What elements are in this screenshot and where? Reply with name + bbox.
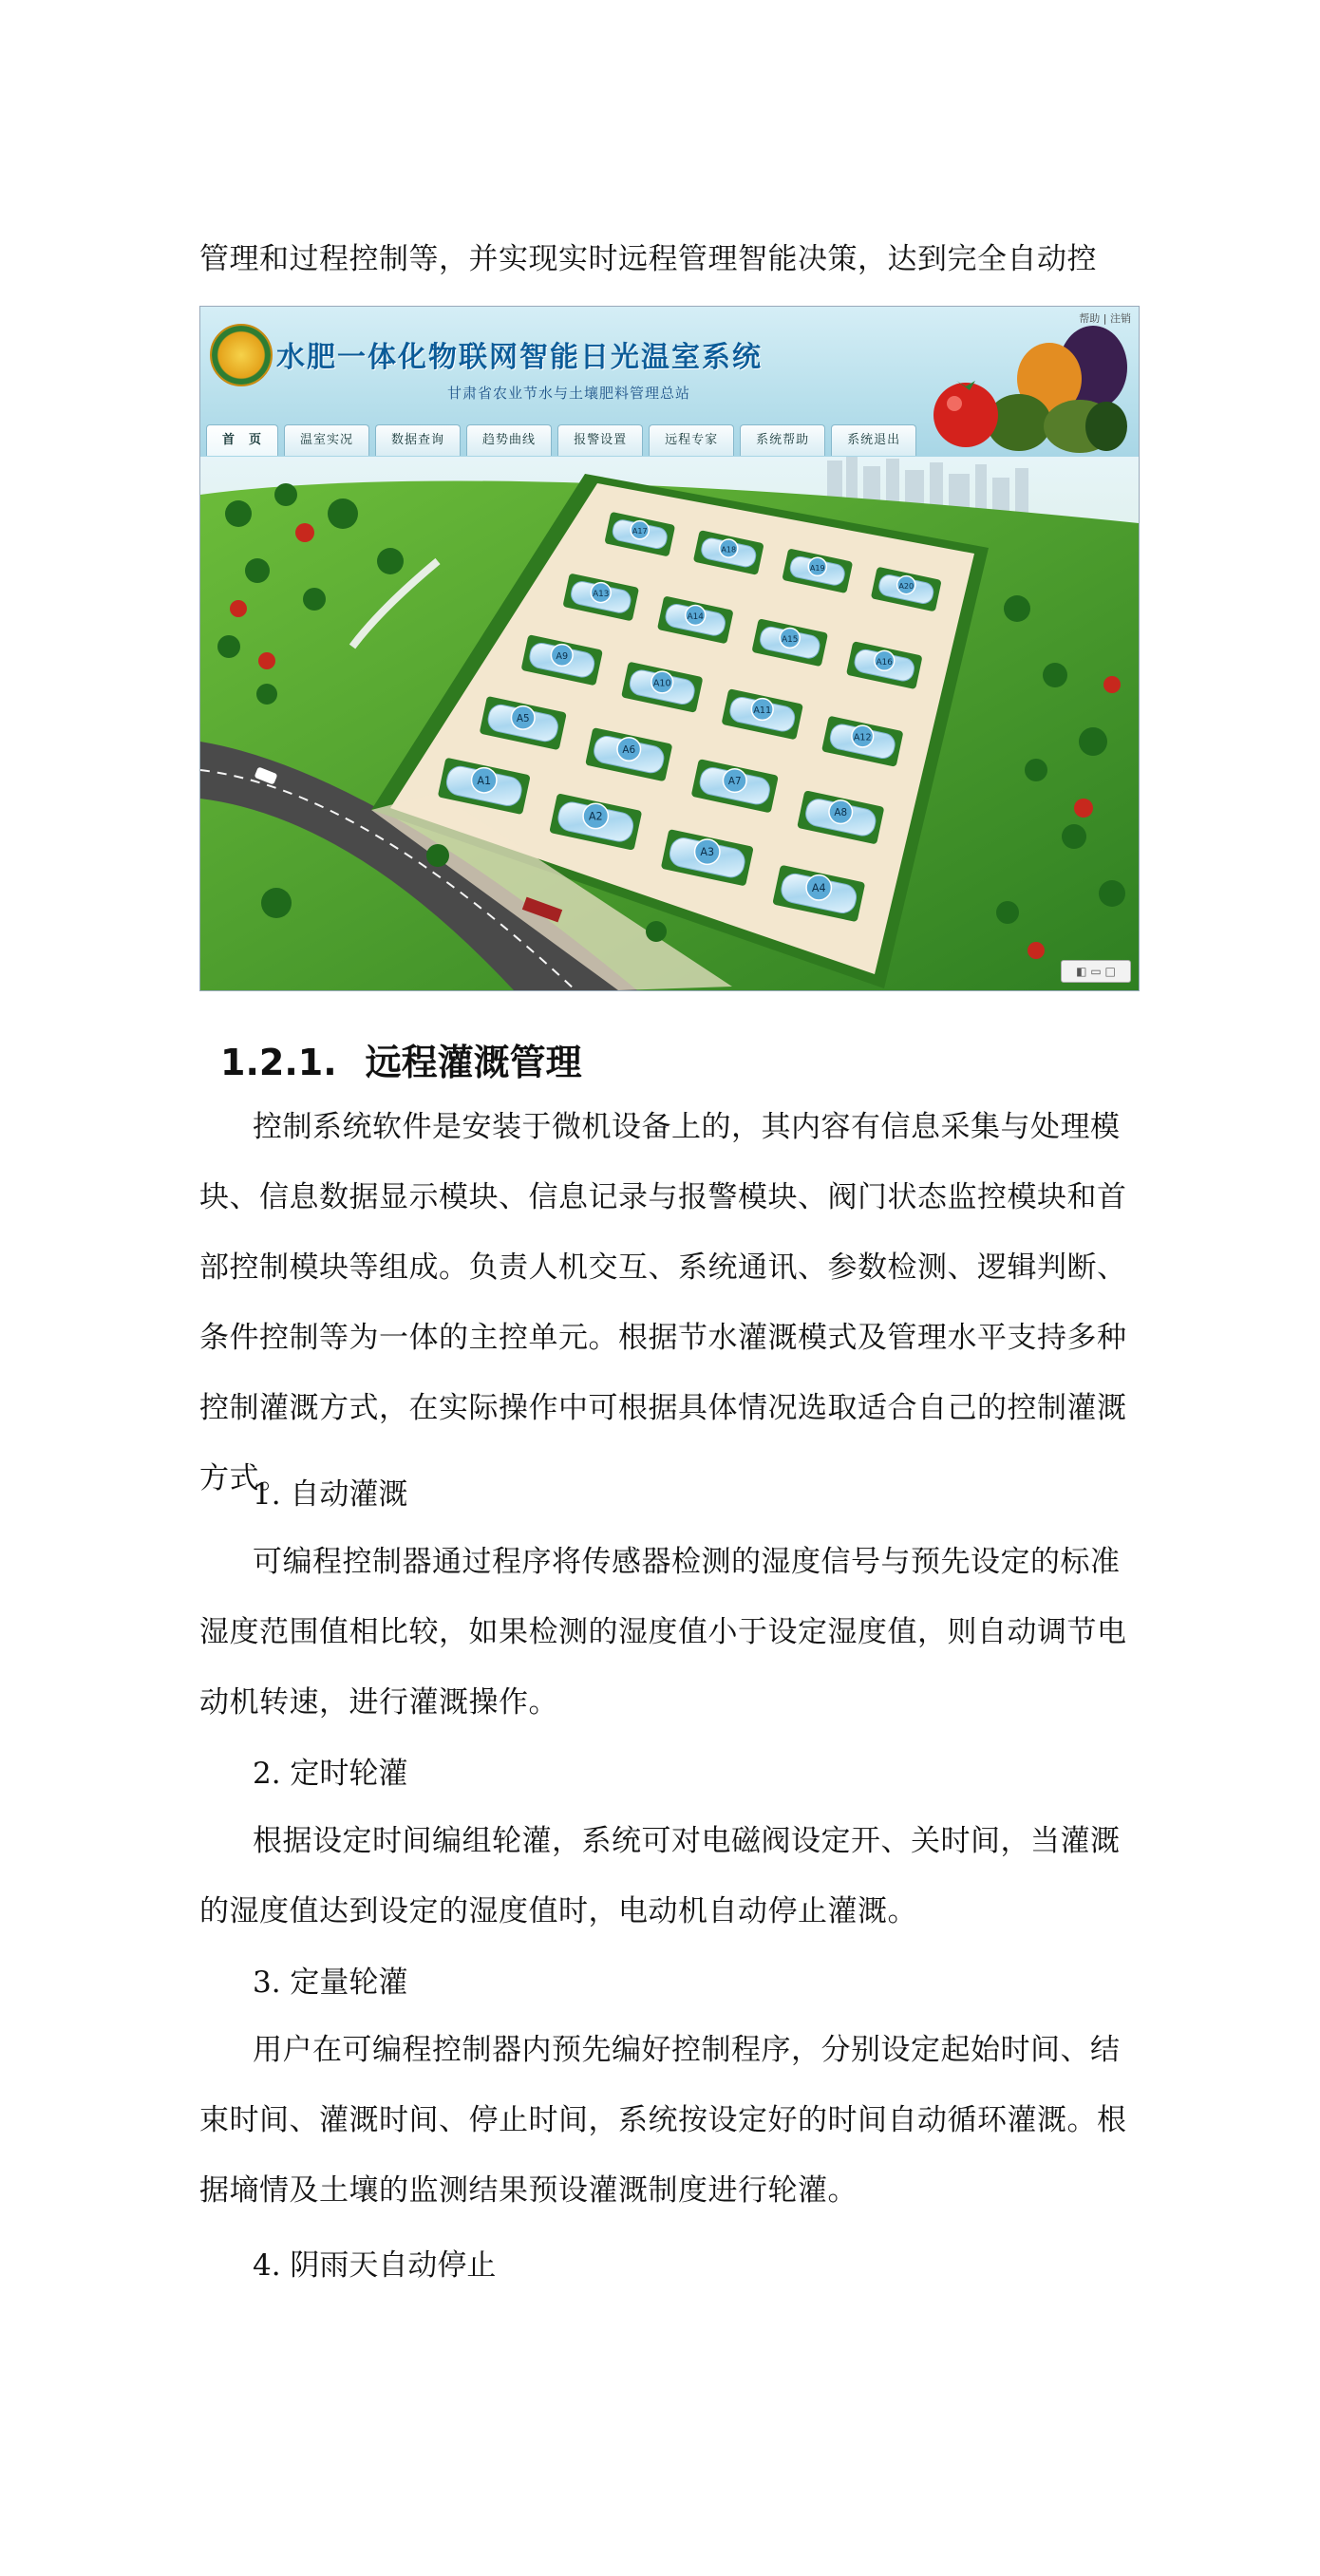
svg-text:A13: A13 bbox=[593, 590, 610, 600]
section-title: 远程灌溉管理 bbox=[365, 1042, 582, 1083]
paragraph-1: 控制系统软件是安装于微机设备上的，其内容有信息采集与处理模块、信息数据显示模块、信息记录与报警模块、阀门状态监控模块和首部控制模块等组成。负责人机交互、系统通讯、参数检测、逻辑判断、条件控制等为一体的主控单元。根据节水灌溉模式及管理水平支持多种控制灌溉方式，在实际操作中可根据具体情况选取适合自己的控制灌溉方式。 bbox=[199, 1110, 1127, 1495]
greenhouse-label-a11 bbox=[751, 699, 773, 721]
greenhouse-label-a16 bbox=[875, 650, 895, 670]
greenhouse-label-a13 bbox=[591, 583, 611, 603]
list-item-1-label: 1. 自动灌溉 bbox=[253, 1477, 408, 1512]
tab-system-help[interactable]: 系统帮助 bbox=[740, 424, 825, 456]
greenhouse-label-a2 bbox=[583, 803, 608, 828]
svg-text:A7: A7 bbox=[727, 776, 742, 788]
greenhouse-label-a5 bbox=[511, 706, 535, 730]
app-title: 水肥一体化物联网智能日光温室系统 bbox=[276, 341, 763, 374]
greenhouse-map bbox=[200, 457, 1139, 990]
greenhouse-system-screenshot bbox=[199, 306, 1140, 991]
tab-trend-curve[interactable]: 趋势曲线 bbox=[466, 424, 552, 456]
window-controls[interactable]: 帮助 | 注销 bbox=[1079, 312, 1131, 325]
svg-text:A8: A8 bbox=[834, 807, 848, 819]
tab-home[interactable]: 首 页 bbox=[206, 424, 278, 456]
svg-text:A17: A17 bbox=[632, 526, 648, 536]
tab-remote-expert[interactable]: 远程专家 bbox=[649, 424, 734, 456]
svg-text:A5: A5 bbox=[516, 712, 530, 724]
tab-alarm-settings[interactable]: 报警设置 bbox=[557, 424, 643, 456]
greenhouse-label-a14 bbox=[686, 606, 706, 626]
tab-data-query[interactable]: 数据查询 bbox=[375, 424, 461, 456]
tab-greenhouse-status[interactable]: 温室实况 bbox=[284, 424, 369, 456]
greenhouse-label-a15 bbox=[780, 628, 800, 648]
svg-text:A10: A10 bbox=[652, 678, 671, 689]
greenhouse-label-a19 bbox=[808, 557, 826, 575]
svg-text:A1: A1 bbox=[477, 774, 492, 787]
zoom-control[interactable]: ◧ ▭ □ bbox=[1061, 960, 1131, 983]
svg-text:A2: A2 bbox=[588, 810, 603, 823]
vegetables-image bbox=[907, 322, 1133, 453]
svg-text:A15: A15 bbox=[782, 634, 799, 645]
svg-text:A16: A16 bbox=[876, 657, 893, 668]
svg-text:A11: A11 bbox=[753, 705, 772, 716]
greenhouse-label-a6 bbox=[617, 738, 641, 762]
svg-text:A20: A20 bbox=[898, 581, 915, 592]
greenhouse-label-a12 bbox=[852, 725, 874, 747]
list-item-4-label: 4. 阴雨天自动停止 bbox=[253, 2248, 497, 2283]
svg-text:A14: A14 bbox=[687, 612, 704, 623]
svg-text:A6: A6 bbox=[622, 743, 636, 756]
list-item-2-text: 根据设定时间编组轮灌，系统可对电磁阀设定开、关时间，当灌溉的湿度值达到设定的湿度值时，电动机自动停止灌溉。 bbox=[199, 1824, 1121, 1928]
section-heading bbox=[220, 1033, 582, 1085]
section-number: 1.2.1. bbox=[220, 1042, 337, 1083]
app-header bbox=[200, 307, 1139, 457]
main-nav bbox=[200, 419, 899, 457]
emblem-logo bbox=[210, 324, 273, 386]
greenhouse-label-a3 bbox=[695, 839, 720, 864]
svg-text:A4: A4 bbox=[811, 881, 826, 894]
greenhouse-label-a1 bbox=[472, 768, 497, 793]
list-item-3-text: 用户在可编程控制器内预先编好控制程序，分别设定起始时间、结束时间、灌溉时间、停止时间，系统按设定好的时间自动循环灌溉。根据墒情及土壤的监测结果预设灌溉制度进行轮灌。 bbox=[199, 2033, 1127, 2208]
greenhouse-label-a17 bbox=[631, 521, 649, 539]
svg-text:A9: A9 bbox=[556, 651, 569, 662]
svg-text:A18: A18 bbox=[721, 544, 737, 555]
list-item-3-label: 3. 定量轮灌 bbox=[253, 1965, 408, 2000]
list-item-1-text: 可编程控制器通过程序将传感器检测的湿度信号与预先设定的标准湿度范围值相比较，如果检测的湿度值小于设定湿度值，则自动调节电动机转速，进行灌溉操作。 bbox=[199, 1545, 1127, 1720]
svg-text:A3: A3 bbox=[700, 846, 715, 859]
tab-system-exit[interactable]: 系统退出 bbox=[831, 424, 916, 456]
greenhouse-label-a7 bbox=[723, 769, 746, 793]
greenhouse-label-a4 bbox=[806, 875, 831, 900]
greenhouse-label-a8 bbox=[829, 800, 853, 824]
intro-line: 管理和过程控制等，并实现实时远程管理智能决策，达到完全自动控 bbox=[199, 242, 1097, 276]
app-subtitle: 甘肃省农业节水与土壤肥料管理总站 bbox=[447, 385, 691, 402]
greenhouse-label-a9 bbox=[551, 645, 573, 667]
svg-text:A19: A19 bbox=[809, 562, 825, 573]
list-item-2-label: 2. 定时轮灌 bbox=[253, 1757, 408, 1791]
svg-text:A12: A12 bbox=[853, 732, 872, 743]
greenhouse-label-a18 bbox=[720, 539, 738, 557]
greenhouse-label-a10 bbox=[651, 671, 673, 693]
greenhouse-label-a20 bbox=[897, 576, 915, 594]
